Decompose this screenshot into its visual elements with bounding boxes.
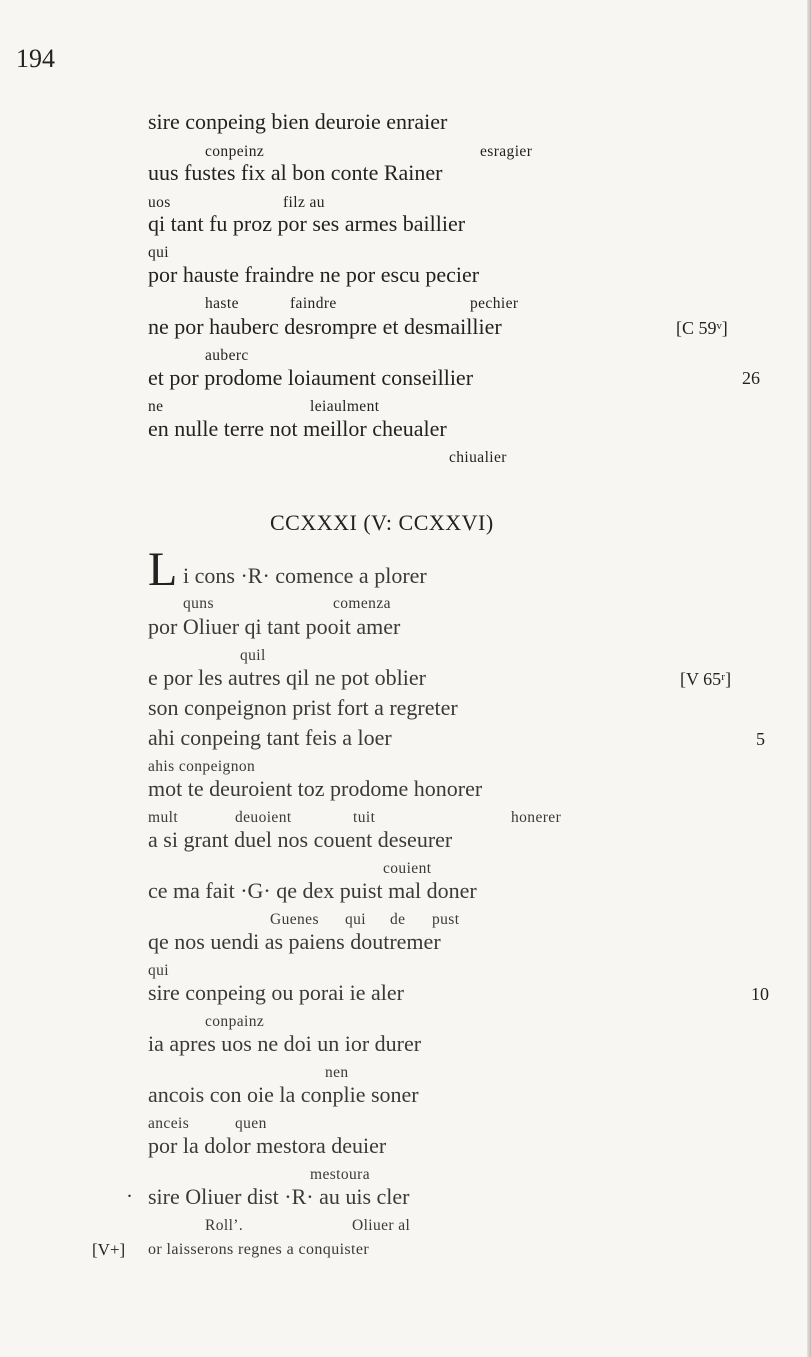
variant-reading: qui [148, 244, 170, 261]
variant-reading: ne [148, 398, 164, 415]
variant-reading: haste [205, 295, 239, 312]
verse-line: e por les autres qil ne pot oblier [148, 665, 426, 690]
line-number: 26 [742, 368, 760, 388]
verse-line: ahi conpeing tant feis a loer [148, 725, 392, 750]
verse-line-additional: or laisserons regnes a conquister [148, 1241, 370, 1258]
line-number: 10 [751, 984, 769, 1004]
variant-reading: tuit [353, 809, 376, 826]
variant-reading: uos [148, 194, 171, 211]
variant-reading: chiualier [449, 449, 507, 466]
variant-reading: ahis conpeignon [148, 758, 256, 775]
verse-line: a si grant duel nos couent deseurer [148, 827, 453, 852]
variant-reading: filz au [283, 194, 325, 211]
verse-line: en nulle terre not meillor cheualer [148, 416, 447, 441]
verse-line: por hauste fraindre ne por escu pecier [148, 262, 480, 287]
variant-reading: mestoura [310, 1166, 371, 1183]
verse-line: ce ma fait ·G· qe dex puist mal doner [148, 878, 477, 903]
verse-line: sire conpeing ou porai ie aler [148, 980, 404, 1005]
verse-line: ia apres uos ne doi un ior durer [148, 1031, 422, 1056]
verse-line: por la dolor mestora deuier [148, 1133, 387, 1158]
manuscript-folio-ref: [C 59ᵛ] [676, 318, 728, 338]
variant-reading: deuoient [235, 809, 292, 826]
verse-line: por Oliuer qi tant pooit amer [148, 614, 401, 639]
variant-reading: esragier [480, 143, 533, 160]
variant-reading: comenza [333, 595, 391, 612]
variant-reading: Oliuer al [352, 1217, 411, 1234]
variant-reading: de [390, 911, 406, 928]
variant-reading: pechier [470, 295, 519, 312]
variant-reading: quns [183, 595, 214, 612]
variant-reading: quil [240, 647, 266, 664]
variant-reading: conpainz [205, 1013, 265, 1030]
variant-reading: couient [383, 860, 432, 877]
variant-reading: auberc [205, 347, 249, 364]
verse-line: sire Oliuer dist ·R· au uis cler [148, 1184, 410, 1209]
variant-reading: anceis [148, 1115, 190, 1132]
page-edge [807, 0, 811, 1357]
variant-reading: Roll’. [205, 1217, 244, 1234]
variant-reading: Guenes [270, 911, 319, 928]
variant-reading: conpeinz [205, 143, 265, 160]
variant-reading: mult [148, 809, 179, 826]
verse-line: sire conpeing bien deuroie enraier [148, 109, 448, 134]
manuscript-folio-ref: [V 65ʳ] [680, 669, 732, 689]
verse-line: i cons ·R· comence a plorer [183, 563, 427, 588]
variant-reading: faindre [290, 295, 337, 312]
verse-line: mot te deuroient toz prodome honorer [148, 776, 483, 801]
variant-reading: pust [432, 911, 460, 928]
variant-reading: leiaulment [310, 398, 380, 415]
variant-reading: honerer [511, 809, 562, 826]
line-number: 5 [756, 729, 765, 749]
manuscript-ref: [V+] [92, 1240, 126, 1259]
verse-line: uus fustes fix al bon conte Rainer [148, 160, 443, 185]
verse-line: et por prodome loiaument conseillier [148, 365, 474, 390]
verse-line: qe nos uendi as paiens doutremer [148, 929, 441, 954]
variant-reading: quen [235, 1115, 267, 1132]
verse-line: son conpeignon prist fort a regreter [148, 695, 458, 720]
drop-cap: L [148, 543, 178, 596]
section-heading: CCXXXI (V: CCXXVI) [270, 510, 494, 535]
variant-reading: nen [325, 1064, 349, 1081]
line-marker: . [127, 1180, 132, 1202]
verse-line: ancois con oie la conplie soner [148, 1082, 419, 1107]
page-number: 194 [16, 44, 55, 73]
variant-reading: qui [148, 962, 170, 979]
variant-reading: qui [345, 911, 367, 928]
verse-line: qi tant fu proz por ses armes baillier [148, 211, 466, 236]
verse-line: ne por hauberc desrompre et desmaillier [148, 314, 502, 339]
